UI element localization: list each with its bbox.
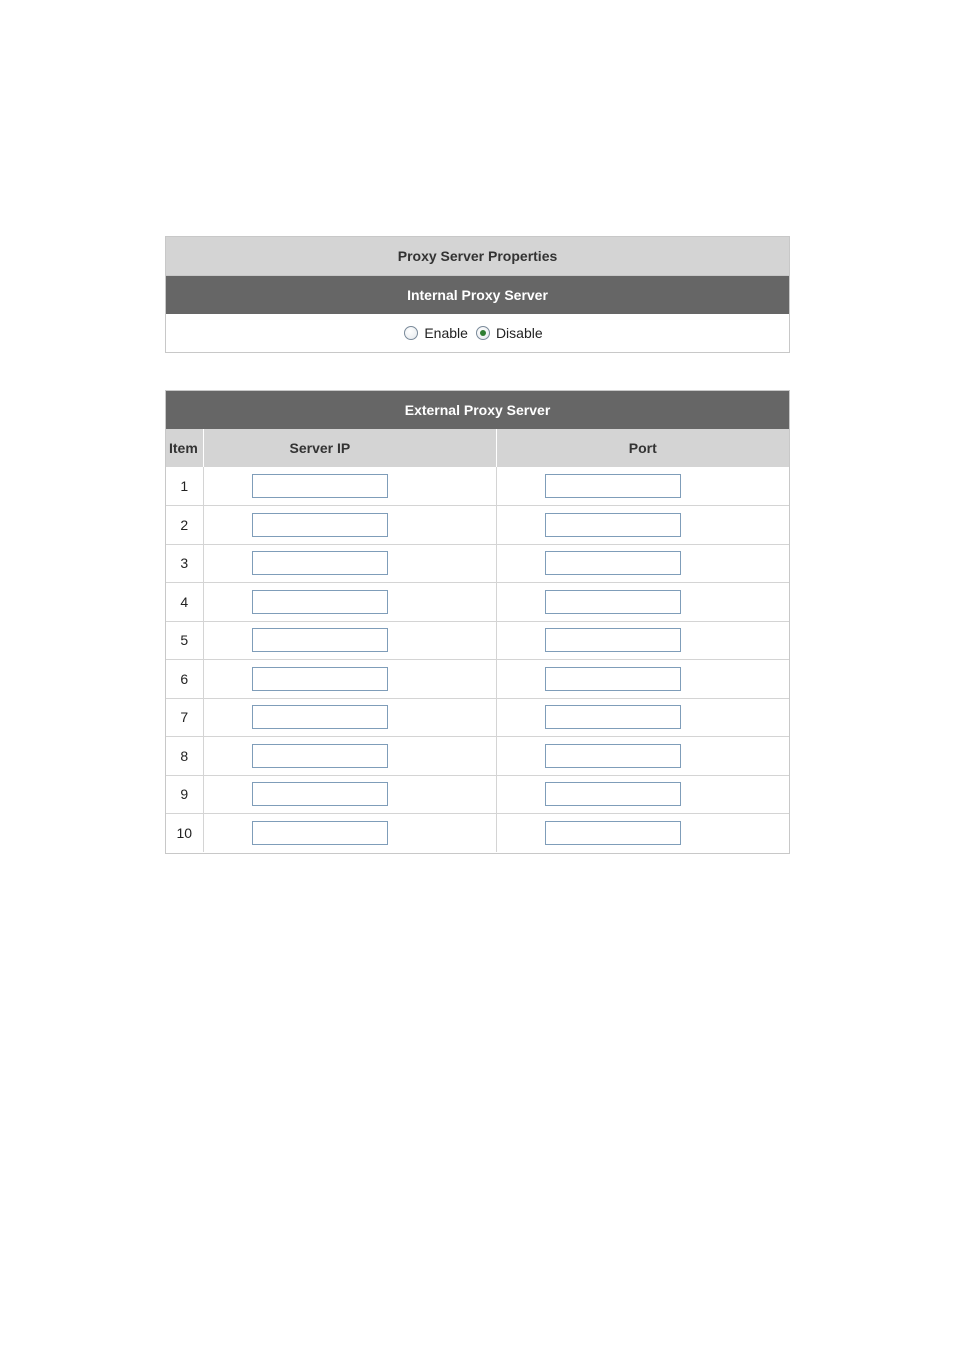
item-number: 4 [166, 583, 203, 622]
table-row [166, 660, 789, 699]
external-proxy-header: External Proxy Server [166, 391, 789, 429]
table-row [166, 506, 789, 545]
port-input[interactable] [545, 705, 681, 729]
server-ip-cell [203, 814, 496, 853]
server-ip-cell [203, 544, 496, 583]
item-number: 10 [166, 814, 203, 853]
item-number: 6 [166, 660, 203, 699]
port-cell [496, 814, 789, 853]
item-number: 9 [166, 775, 203, 814]
server-ip-cell [203, 737, 496, 776]
server-ip-input[interactable] [252, 782, 388, 806]
internal-proxy-radio-group [166, 314, 789, 352]
port-input[interactable] [545, 628, 681, 652]
server-ip-cell [203, 583, 496, 622]
server-ip-input[interactable] [252, 705, 388, 729]
port-input[interactable] [545, 821, 681, 845]
server-ip-input[interactable] [252, 474, 388, 498]
port-input[interactable] [545, 551, 681, 575]
server-ip-cell [203, 660, 496, 699]
server-ip-input[interactable] [252, 513, 388, 537]
port-cell [496, 621, 789, 660]
enable-radio-label[interactable]: Enable [424, 325, 468, 341]
port-cell [496, 775, 789, 814]
port-input[interactable] [545, 667, 681, 691]
table-row [166, 544, 789, 583]
server-ip-cell [203, 467, 496, 506]
column-header-server-ip: Server IP [203, 429, 496, 467]
server-ip-input[interactable] [252, 821, 388, 845]
server-ip-input[interactable] [252, 667, 388, 691]
column-header-port: Port [496, 429, 789, 467]
server-ip-cell [203, 698, 496, 737]
internal-proxy-header: Internal Proxy Server [166, 276, 789, 314]
item-number: 1 [166, 467, 203, 506]
table-row [166, 621, 789, 660]
enable-radio[interactable] [404, 326, 418, 340]
port-cell [496, 660, 789, 699]
disable-radio-label[interactable]: Disable [495, 325, 543, 341]
table-row [166, 583, 789, 622]
server-ip-input[interactable] [252, 744, 388, 768]
port-cell [496, 583, 789, 622]
table-header-row [166, 429, 789, 467]
port-input[interactable] [545, 782, 681, 806]
server-ip-cell [203, 775, 496, 814]
port-cell [496, 544, 789, 583]
item-number: 8 [166, 737, 203, 776]
external-proxy-table [166, 429, 789, 852]
external-proxy-panel [165, 390, 790, 854]
server-ip-input[interactable] [252, 590, 388, 614]
server-ip-cell [203, 506, 496, 545]
port-input[interactable] [545, 590, 681, 614]
port-cell [496, 737, 789, 776]
server-ip-input[interactable] [252, 628, 388, 652]
internal-proxy-panel [165, 236, 790, 353]
table-row [166, 737, 789, 776]
server-ip-input[interactable] [252, 551, 388, 575]
port-input[interactable] [545, 513, 681, 537]
port-cell [496, 698, 789, 737]
port-cell [496, 506, 789, 545]
item-number: 2 [166, 506, 203, 545]
item-number: 3 [166, 544, 203, 583]
table-row [166, 698, 789, 737]
column-header-item: Item [166, 429, 203, 467]
item-number: 7 [166, 698, 203, 737]
port-input[interactable] [545, 474, 681, 498]
port-input[interactable] [545, 744, 681, 768]
disable-radio[interactable] [476, 326, 490, 340]
table-row [166, 814, 789, 853]
item-number: 5 [166, 621, 203, 660]
table-row [166, 467, 789, 506]
server-ip-cell [203, 621, 496, 660]
table-row [166, 775, 789, 814]
panel-title: Proxy Server Properties [166, 237, 789, 276]
port-cell [496, 467, 789, 506]
